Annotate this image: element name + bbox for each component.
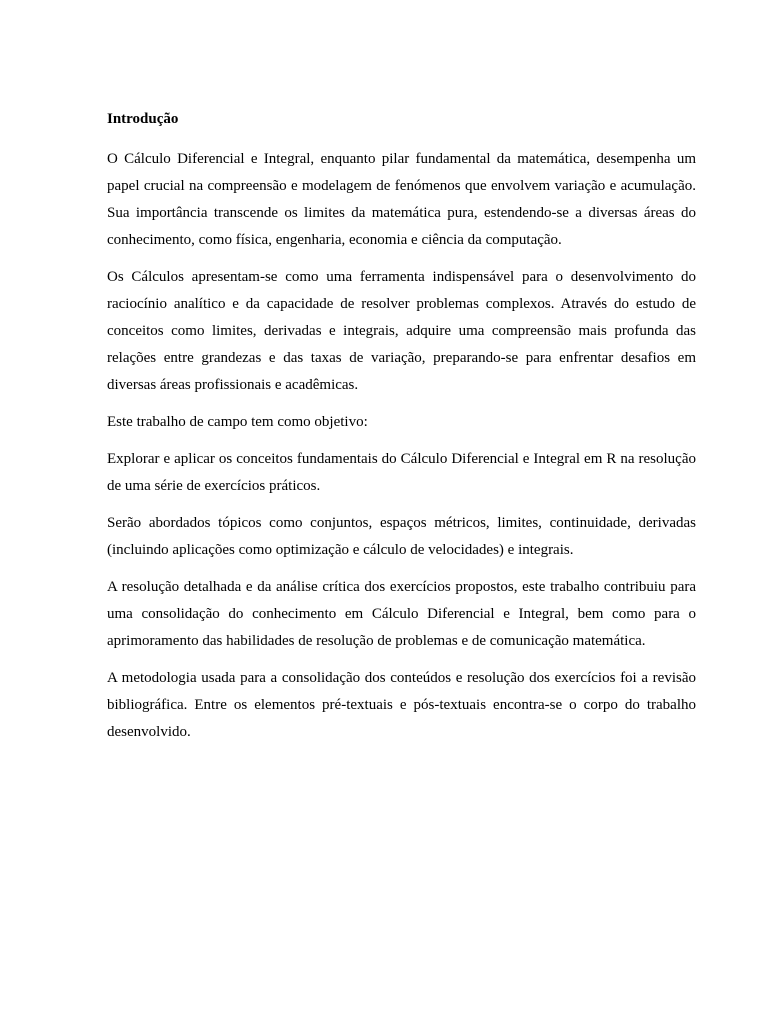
paragraph-6: A resolução detalhada e da análise crítica dos exercícios propostos, este trabalho contribuiu para uma consolidação do conhecimento em Cálculo Diferencial e Integral, bem como para o aprimoramento das habilidades de resolução de problemas e de comunicação matemática.: [107, 579, 696, 649]
paragraph-5: Serão abordados tópicos como conjuntos, espaços métricos, limites, continuidade, derivadas (incluindo aplicações como optimização e cálculo de velocidades) e integrais.: [107, 515, 696, 558]
paragraph-4: Explorar e aplicar os conceitos fundamentais do Cálculo Diferencial e Integral em R na resolução de uma série de exercícios práticos.: [107, 451, 696, 494]
document-body: [107, 110, 696, 756]
paragraph-3: Este trabalho de campo tem como objetivo:: [107, 414, 368, 430]
paragraph-7: A metodologia usada para a consolidação dos conteúdos e resolução dos exercícios foi a revisão bibliográfica. Entre os elementos pré-textuais e pós-textuais encontra-se o corpo do trabalho desenvolvido.: [107, 670, 696, 740]
paragraph-2: Os Cálculos apresentam-se como uma ferramenta indispensável para o desenvolvimento do raciocínio analítico e da capacidade de resolver problemas complexos. Através do estudo de conceitos como limites, derivadas e integrais, adquire uma compreensão mais profunda das relações entre grandezas e das taxas de variação, preparando-se para enfrentar desafios em diversas áreas profissionais e acadêmicas.: [107, 269, 696, 393]
paragraph-1: O Cálculo Diferencial e Integral, enquanto pilar fundamental da matemática, desempenha um papel crucial na compreensão e modelagem de fenómenos que envolvem variação e acumulação. Sua importância transcende os limites da matemática pura, estendendo-se a diversas áreas do conhecimento, como física, engenharia, economia e ciência da computação.: [107, 151, 696, 248]
section-heading: Introdução: [107, 111, 179, 127]
